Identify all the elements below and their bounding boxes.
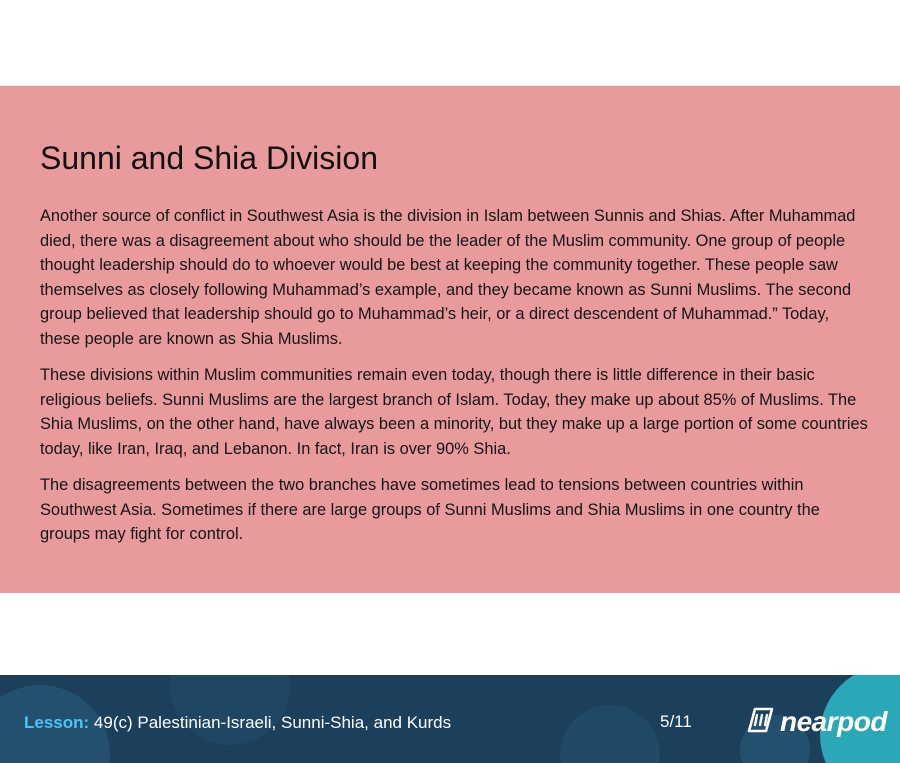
- slide-paragraph-3: The disagreements between the two branches have sometimes lead to tensions between countries within Southwest Asia. Sometimes if there are large groups of Sunni Muslims and Shia Muslims in one country the groups may fight for control.: [40, 476, 820, 543]
- slide-content: [0, 85, 900, 593]
- nearpod-logo-icon: [746, 705, 776, 740]
- brand-name: nearpod: [780, 706, 887, 737]
- slide-paragraph-2: These divisions within Muslim communities remain even today, though there is little difference in their basic religious beliefs. Sunni Muslims are the largest branch of Islam. Today, they make up about 85% of Muslims. The Shia Muslims, on the other hand, have always been a minority, but they make up a large portion of some countries today, like Iran, Iraq, and Lebanon. In fact, Iran is over 90% Shia.: [40, 366, 868, 458]
- footer-decoration-bubble: [560, 705, 660, 763]
- lesson-info: [24, 713, 451, 733]
- slide-paragraph-1: Another source of conflict in Southwest Asia is the division in Islam between Sunnis and Shias. After Muhammad died, there was a disagreement about who should be the leader of the Muslim community. One group of people thought leadership should do to whoever would be best at keeping the community together. These people saw themselves as closely following Muhammad’s example, and they became known as Sunni Muslims. The second group believed that leadership should go to Muhammad’s heir, or a direct descendent of Muhammad.” Today, these people are known as Shia Muslims.: [40, 207, 856, 348]
- footer-decoration-bubble: [170, 675, 290, 745]
- footer-bar: [0, 675, 900, 763]
- page-indicator: 5/11: [660, 712, 692, 731]
- slide-title: Sunni and Shia Division: [40, 140, 378, 176]
- lesson-label: Lesson:: [24, 713, 90, 732]
- lesson-title: 49(c) Palestinian-Israeli, Sunni-Shia, and Kurds: [93, 713, 452, 732]
- nearpod-logo: [746, 705, 887, 739]
